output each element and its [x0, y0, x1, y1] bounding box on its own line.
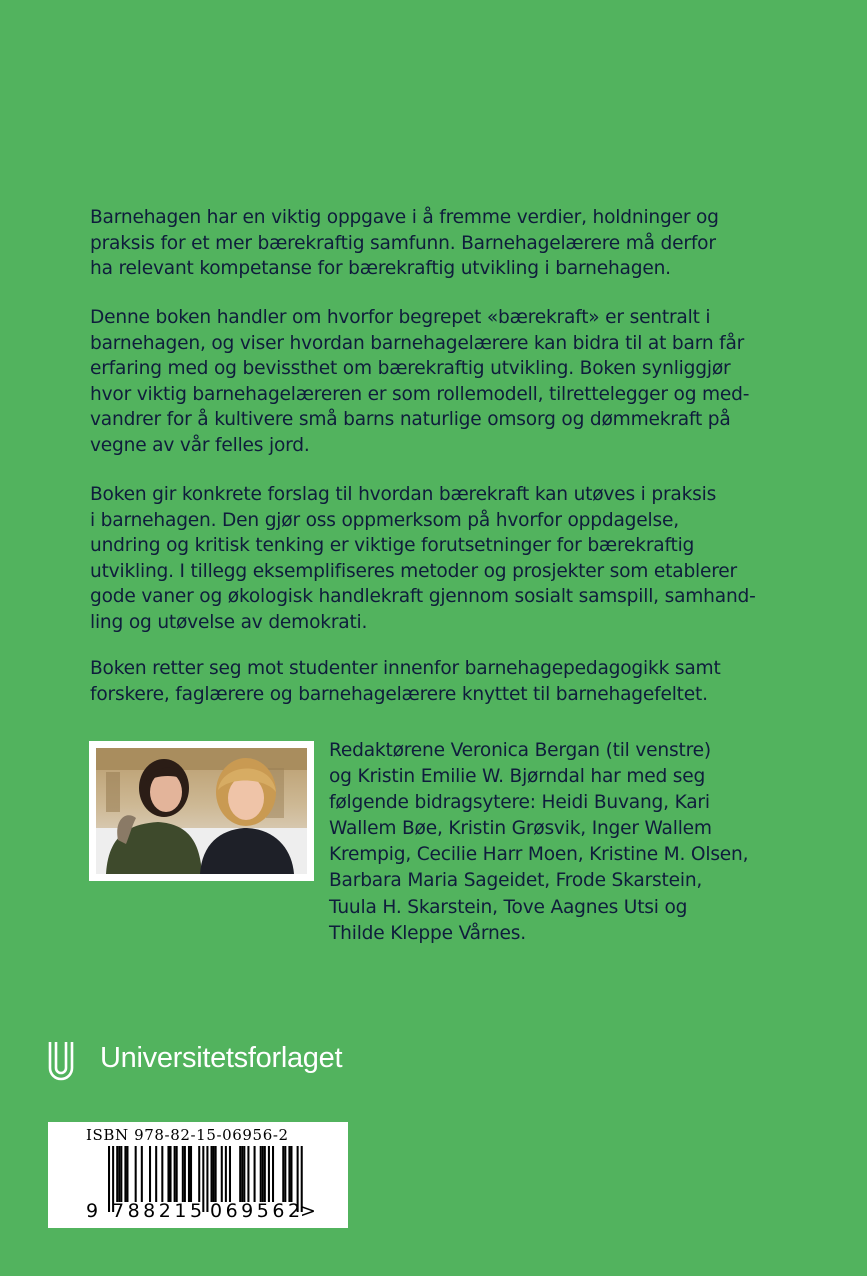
isbn-barcode: [48, 1122, 348, 1228]
barcode-lead-digit: 9: [86, 1200, 99, 1222]
text-line: erfaring med og bevissthet om bærekraftig utvikling. Boken synliggjør: [90, 358, 731, 380]
barcode-bar: [239, 1146, 241, 1202]
barcode-bar: [120, 1146, 122, 1202]
text-line: barnehagen, og viser hvordan barnehagelærere kan bidra til at barn får: [90, 332, 745, 354]
text-line: utvikling. I tillegg eksemplifiseres metoder og prosjekter som etablerer: [90, 560, 737, 582]
editors-photo: [96, 748, 307, 874]
caption-line: og Kristin Emilie W. Bjørndal har med seg: [329, 766, 706, 788]
u-logo-icon: [48, 1040, 74, 1082]
blurb-paragraph-2: [90, 305, 750, 459]
barcode-bar: [174, 1146, 176, 1202]
barcode-bar: [170, 1146, 172, 1202]
text-line: Boken retter seg mot studenter innenfor barnehagepedagogikk samt: [90, 658, 721, 679]
barcode-digits-left: 788215: [112, 1200, 206, 1222]
blurb-paragraph-3: [90, 482, 756, 636]
text-line: vegne av vår felles jord.: [90, 434, 310, 456]
barcode-bar: [190, 1146, 192, 1202]
barcode-bar: [161, 1146, 163, 1202]
text-line: forskere, faglærere og barnehagelærere knyttet til barnehagefeltet.: [90, 683, 708, 705]
barcode-bar: [184, 1146, 186, 1202]
barcode-bar: [116, 1146, 118, 1202]
text-line: Barnehagen har en viktig oppgave i å fremme verdier, holdninger og: [90, 207, 719, 228]
barcode-bar: [149, 1146, 151, 1202]
barcode-bar: [124, 1146, 126, 1202]
barcode-bar: [188, 1146, 190, 1202]
barcode-bar: [176, 1146, 178, 1202]
blurb-paragraph-4: [90, 656, 750, 707]
editors-photo-frame: [89, 741, 314, 881]
barcode-bar: [272, 1146, 274, 1202]
text-line: ha relevant kompetanse for bærekraftig utvikling i barnehagen.: [90, 258, 671, 280]
barcode-bar: [247, 1146, 249, 1202]
text-line: praksis for et mer bærekraftig samfunn. Barnehagelærere må derfor: [90, 232, 716, 254]
barcode-bar: [262, 1146, 264, 1202]
text-line: i barnehagen. Den gjør oss oppmerksom på hvorfor oppdagelse,: [90, 509, 679, 531]
barcode-bar: [229, 1146, 231, 1202]
editors-photo-illustration: [96, 748, 307, 874]
barcode-bar: [155, 1146, 157, 1202]
blurb-paragraph-1: [90, 205, 750, 282]
barcode-bar: [288, 1146, 290, 1202]
barcode-bar: [264, 1146, 266, 1202]
text-line: Denne boken handler om hvorfor begrepet «bærekraft» er sentralt i: [90, 307, 711, 328]
caption-line: Barbara Maria Sageidet, Frode Skarstein,: [329, 870, 703, 892]
caption-line: Tuula H. Skarstein, Tove Aagnes Utsi og: [329, 896, 688, 918]
barcode-bar: [126, 1146, 128, 1202]
barcode-bar: [135, 1146, 137, 1202]
barcode-bar: [211, 1146, 213, 1202]
barcode-bar: [241, 1146, 243, 1202]
barcode-bar: [198, 1146, 200, 1202]
caption-line: Krempig, Cecilie Harr Moen, Kristine M. Olsen,: [329, 844, 749, 866]
barcode-bar: [282, 1146, 284, 1202]
barcode-bar: [167, 1146, 169, 1202]
barcode-bar: [141, 1146, 143, 1202]
barcode-bar: [206, 1146, 208, 1212]
barcode-bar: [221, 1146, 223, 1202]
barcode-bar: [243, 1146, 245, 1202]
text-line: undring og kritisk tenking er viktige forutsetninger for bærekraftig: [90, 535, 695, 557]
caption-line: Wallem Bøe, Kristin Grøsvik, Inger Wallem: [329, 818, 712, 840]
barcode-bar: [182, 1146, 184, 1202]
barcode-bar: [213, 1146, 215, 1202]
text-line: gode vaner og økologisk handlekraft gjennom sosialt samspill, samhand-: [90, 586, 756, 608]
barcode-bar: [268, 1146, 270, 1202]
publisher-name: Universitetsforlaget: [100, 1042, 343, 1074]
barcode-bar: [284, 1146, 286, 1202]
caption-line: Redaktørene Veronica Bergan (til venstre): [329, 740, 711, 761]
text-line: hvor viktig barnehagelæreren er som rollemodell, tilrettelegger og med-: [90, 383, 750, 405]
barcode-arrow: >: [300, 1200, 316, 1222]
barcode-bar: [108, 1146, 110, 1212]
barcode-bar: [118, 1146, 120, 1202]
caption-line: følgende bidragsytere: Heidi Buvang, Kari: [329, 792, 710, 814]
text-line: ling og utøvelse av demokrati.: [90, 611, 368, 633]
barcode-digits-right: 069562: [210, 1200, 304, 1222]
text-line: Boken gir konkrete forslag til hvordan bærekraft kan utøves i praksis: [90, 484, 717, 505]
barcode-bar: [215, 1146, 217, 1202]
isbn-label: ISBN 978-82-15-06956-2: [86, 1126, 289, 1144]
text-line: vandrer for å kultivere små barns naturlige omsorg og dømmekraft på: [90, 409, 731, 431]
barcode-bar: [225, 1146, 227, 1202]
caption-line: Thilde Kleppe Vårnes.: [329, 922, 526, 944]
barcode-bar: [260, 1146, 262, 1202]
barcode-bar: [254, 1146, 256, 1202]
barcode-bar: [290, 1146, 292, 1202]
editors-caption: [329, 738, 749, 947]
